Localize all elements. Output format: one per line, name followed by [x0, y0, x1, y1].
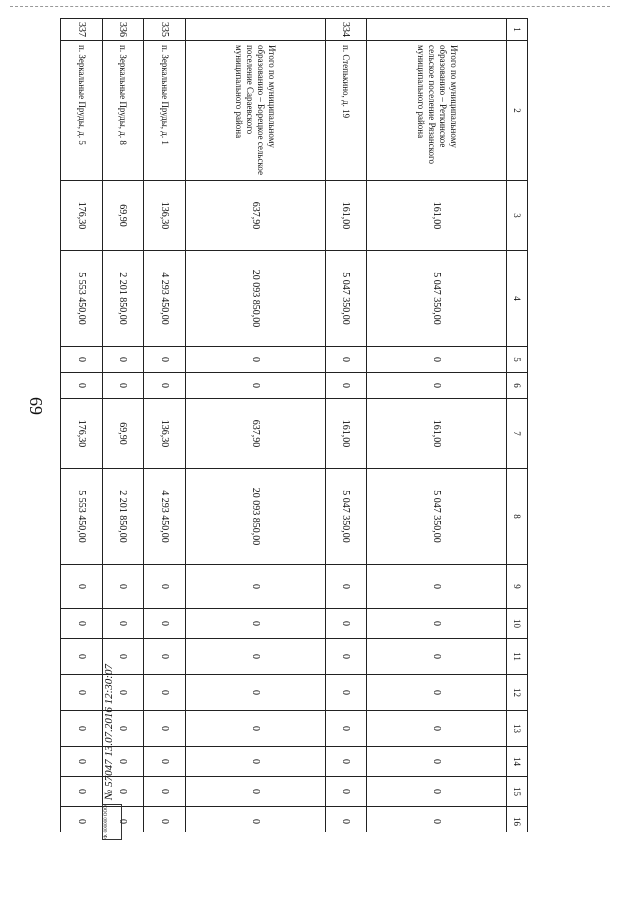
cell-c10: 0 — [367, 609, 507, 639]
cell-c11: 0 — [61, 639, 103, 675]
col-header-7: 7 — [507, 399, 528, 469]
cell-c10: 0 — [61, 609, 103, 639]
cell-c14: 0 — [185, 747, 325, 777]
col-header-11: 11 — [507, 639, 528, 675]
rotated-table-wrapper — [60, 18, 528, 832]
row-name: Итого по муниципальному образованию – Борецкое сельское поселение Сараевского муниципального района — [185, 41, 325, 181]
col-header-2: 2 — [507, 41, 528, 181]
cell-c12: 0 — [325, 675, 367, 711]
cell-c10: 0 — [325, 609, 367, 639]
cell-c14: 0 — [367, 747, 507, 777]
row-number: 337 — [61, 19, 103, 41]
col-header-4: 4 — [507, 251, 528, 347]
page-number: 69 — [26, 397, 46, 415]
row-name: Итого по муниципальному образованию – Реткинское сельское поселение Рязанского муниципального района — [367, 41, 507, 181]
cell-c10: 0 — [102, 609, 144, 639]
cell-c5: 0 — [367, 347, 507, 373]
col-header-13: 13 — [507, 711, 528, 747]
cell-c7: 136,30 — [144, 399, 186, 469]
cell-c16: 0 — [367, 807, 507, 833]
row-number — [367, 19, 507, 41]
cell-c7: 176,30 — [61, 399, 103, 469]
cell-c6: 0 — [61, 373, 103, 399]
cell-c16: 0 — [61, 807, 103, 833]
table-row — [367, 19, 507, 833]
row-number: 335 — [144, 19, 186, 41]
cell-c3: 637,90 — [185, 181, 325, 251]
cell-c13: 0 — [144, 711, 186, 747]
col-header-16: 16 — [507, 807, 528, 833]
cell-c11: 0 — [325, 639, 367, 675]
cell-c3: 176,30 — [61, 181, 103, 251]
cell-c3: 161,00 — [367, 181, 507, 251]
cell-c6: 0 — [367, 373, 507, 399]
data-table — [60, 18, 528, 832]
cell-c15: 0 — [185, 777, 325, 807]
cell-c12: 0 — [367, 675, 507, 711]
cell-c15: 0 — [61, 777, 103, 807]
cell-c13: 0 — [61, 711, 103, 747]
cell-c5: 0 — [185, 347, 325, 373]
cell-c6: 0 — [325, 373, 367, 399]
cell-c8: 5 047 350,00 — [325, 469, 367, 565]
cell-c5: 0 — [144, 347, 186, 373]
cell-c5: 0 — [102, 347, 144, 373]
cell-c6: 0 — [102, 373, 144, 399]
cell-c10: 0 — [144, 609, 186, 639]
cell-c5: 0 — [61, 347, 103, 373]
cell-c6: 0 — [144, 373, 186, 399]
cell-c3: 161,00 — [325, 181, 367, 251]
cell-c6: 0 — [185, 373, 325, 399]
cell-c7: 161,00 — [325, 399, 367, 469]
col-header-10: 10 — [507, 609, 528, 639]
col-header-3: 3 — [507, 181, 528, 251]
cell-c12: 0 — [185, 675, 325, 711]
table-row — [325, 19, 367, 833]
col-header-14: 14 — [507, 747, 528, 777]
cell-c14: 0 — [325, 747, 367, 777]
cell-c16: 0 — [185, 807, 325, 833]
cell-c4: 5 047 350,00 — [367, 251, 507, 347]
row-number — [185, 19, 325, 41]
row-name: п. Зеркальные Пруды, д. 5 — [61, 41, 103, 181]
col-header-5: 5 — [507, 347, 528, 373]
cell-c15: 0 — [144, 777, 186, 807]
cell-c9: 0 — [185, 565, 325, 609]
cell-c16: 0 — [102, 807, 144, 833]
cell-c14: 0 — [144, 747, 186, 777]
document-id-timestamp: № 57047 13.07.2016 12:30:07 — [103, 664, 115, 800]
cell-c16: 0 — [144, 807, 186, 833]
rotated-table-inner — [60, 18, 528, 832]
cell-c4: 2 201 850,00 — [102, 251, 144, 347]
document-footer — [96, 640, 126, 840]
cell-c7: 637,90 — [185, 399, 325, 469]
col-header-15: 15 — [507, 777, 528, 807]
cell-c9: 0 — [102, 565, 144, 609]
cell-c14: 0 — [61, 747, 103, 777]
cell-c13: 0 — [185, 711, 325, 747]
cell-c9: 0 — [325, 565, 367, 609]
cell-c13: 0 — [367, 711, 507, 747]
cell-c8: 4 293 450,00 — [144, 469, 186, 565]
table-row — [185, 19, 325, 833]
cell-c16: 0 — [325, 807, 367, 833]
cell-c13: 0 — [325, 711, 367, 747]
cell-c4: 5 553 450,00 — [61, 251, 103, 347]
header-row — [507, 19, 528, 833]
col-header-8: 8 — [507, 469, 528, 565]
cell-c11: 0 — [102, 639, 144, 675]
cell-c7: 69,90 — [102, 399, 144, 469]
row-name: п. Зеркальные Пруды, д. 8 — [102, 41, 144, 181]
row-name: п. Степькино, д. 19 — [325, 41, 367, 181]
stamp-logo: Ф. 000000 ООО — [102, 804, 122, 840]
cell-c15: 0 — [367, 777, 507, 807]
cell-c10: 0 — [185, 609, 325, 639]
cell-c7: 161,00 — [367, 399, 507, 469]
cell-c8: 20 093 850,00 — [185, 469, 325, 565]
col-header-12: 12 — [507, 675, 528, 711]
row-number: 336 — [102, 19, 144, 41]
cell-c3: 69,90 — [102, 181, 144, 251]
cell-c11: 0 — [144, 639, 186, 675]
cell-c9: 0 — [367, 565, 507, 609]
cell-c12: 0 — [144, 675, 186, 711]
cell-c11: 0 — [185, 639, 325, 675]
col-header-6: 6 — [507, 373, 528, 399]
cell-c13: 0 — [102, 711, 144, 747]
row-number: 334 — [325, 19, 367, 41]
cell-c9: 0 — [144, 565, 186, 609]
cell-c12: 0 — [102, 675, 144, 711]
cell-c4: 4 293 450,00 — [144, 251, 186, 347]
cell-c8: 5 047 350,00 — [367, 469, 507, 565]
row-name: п. Зеркальные Пруды, д. 1 — [144, 41, 186, 181]
table-row — [144, 19, 186, 833]
top-dashed-line — [10, 6, 610, 8]
cell-c4: 5 047 350,00 — [325, 251, 367, 347]
cell-c14: 0 — [102, 747, 144, 777]
cell-c8: 5 553 450,00 — [61, 469, 103, 565]
cell-c15: 0 — [325, 777, 367, 807]
cell-c3: 136,30 — [144, 181, 186, 251]
cell-c9: 0 — [61, 565, 103, 609]
cell-c8: 2 201 850,00 — [102, 469, 144, 565]
cell-c12: 0 — [61, 675, 103, 711]
cell-c15: 0 — [102, 777, 144, 807]
cell-c11: 0 — [367, 639, 507, 675]
col-header-1: 1 — [507, 19, 528, 41]
col-header-9: 9 — [507, 565, 528, 609]
cell-c4: 20 093 850,00 — [185, 251, 325, 347]
cell-c5: 0 — [325, 347, 367, 373]
